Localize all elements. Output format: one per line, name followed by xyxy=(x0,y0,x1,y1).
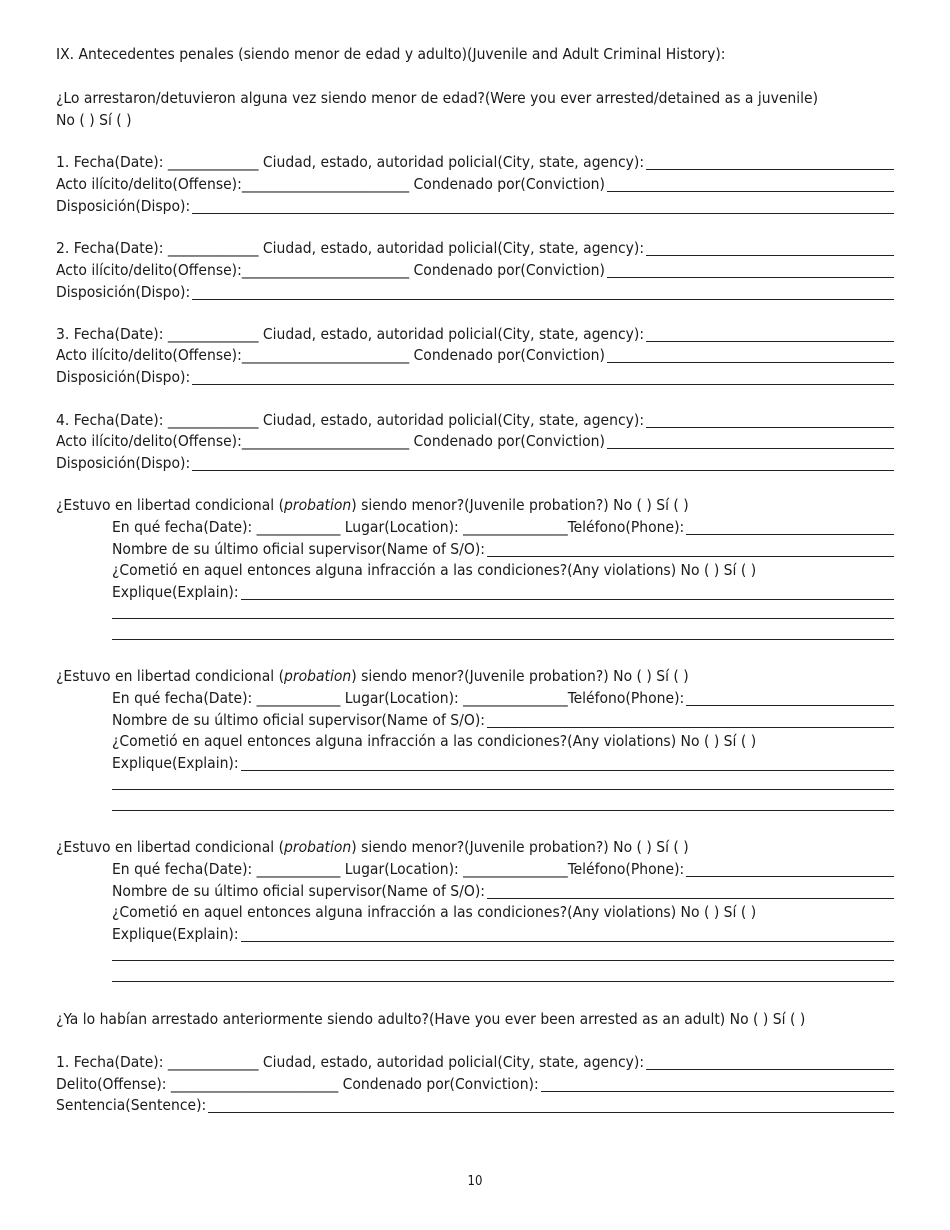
juvenile-record-4-dispo[interactable]: Disposición(Dispo): xyxy=(56,449,894,471)
juvenile-record-2-offense[interactable]: Acto ilícito/delito(Offense):________________________ Condenado por(Conviction) xyxy=(56,256,894,278)
juvenile-record-2-dispo[interactable]: Disposición(Dispo): xyxy=(56,278,894,300)
juvenile-arrest-question: ¿Lo arrestaron/detuvieron alguna vez siendo menor de edad?(Were you ever arrested/detained as a juvenile) xyxy=(56,88,819,107)
agency-field[interactable] xyxy=(646,154,894,170)
probation-3-explain[interactable]: Explique(Explain): xyxy=(112,920,894,942)
probation-2-question[interactable]: ¿Estuvo en libertad condicional ( probation ) siendo menor?(Juvenile probation?) No ( ) Sí ( ) xyxy=(56,666,689,685)
agency-field[interactable] xyxy=(646,1054,894,1070)
probation-3-violations[interactable]: ¿Cometió en aquel entonces alguna infracción a las condiciones?(Any violations) No ( ) Sí ( ) xyxy=(112,902,757,921)
dispo-field[interactable] xyxy=(192,284,894,300)
probation-1-explain[interactable]: Explique(Explain): xyxy=(112,578,894,600)
conviction-field[interactable] xyxy=(607,176,894,192)
explain-blank-line[interactable] xyxy=(112,960,894,961)
explain-blank-line[interactable] xyxy=(112,810,894,811)
conviction-field[interactable] xyxy=(607,262,894,278)
explain-blank-line[interactable] xyxy=(112,981,894,982)
agency-field[interactable] xyxy=(646,240,894,256)
probation-3-date[interactable]: En qué fecha(Date): ____________ Lugar(Location): _______________Teléfono(Phone): xyxy=(112,855,894,877)
officer-name-field[interactable] xyxy=(487,541,894,557)
probation-2-explain[interactable]: Explique(Explain): xyxy=(112,749,894,771)
adult-record-1-sentence[interactable]: Sentencia(Sentence): xyxy=(56,1091,894,1113)
juvenile-record-2-date[interactable]: 2. Fecha(Date): _____________ Ciudad, estado, autoridad policial(City, state, agency): xyxy=(56,234,894,256)
explain-field[interactable] xyxy=(241,584,894,600)
agency-field[interactable] xyxy=(646,326,894,342)
dispo-field[interactable] xyxy=(192,455,894,471)
officer-name-field[interactable] xyxy=(487,883,894,899)
probation-1-officer[interactable]: Nombre de su último oficial supervisor(Name of S/O): xyxy=(112,535,894,557)
juvenile-record-3-offense[interactable]: Acto ilícito/delito(Offense):________________________ Condenado por(Conviction) xyxy=(56,341,894,363)
dispo-field[interactable] xyxy=(192,198,894,214)
phone-field[interactable] xyxy=(686,690,894,706)
juvenile-record-1-offense[interactable]: Acto ilícito/delito(Offense):________________________ Condenado por(Conviction) xyxy=(56,170,894,192)
probation-1-date[interactable]: En qué fecha(Date): ____________ Lugar(Location): _______________Teléfono(Phone): xyxy=(112,513,894,535)
adult-arrest-question[interactable]: ¿Ya lo habían arrestado anteriormente siendo adulto?(Have you ever been arrested as an adult) No ( ) Sí ( ) xyxy=(56,1009,806,1028)
explain-blank-line[interactable] xyxy=(112,789,894,790)
dispo-field[interactable] xyxy=(192,369,894,385)
phone-field[interactable] xyxy=(686,861,894,877)
probation-2-date[interactable]: En qué fecha(Date): ____________ Lugar(Location): _______________Teléfono(Phone): xyxy=(112,684,894,706)
adult-record-1-date[interactable]: 1. Fecha(Date): _____________ Ciudad, estado, autoridad policial(City, state, agency): xyxy=(56,1048,894,1070)
explain-blank-line[interactable] xyxy=(112,618,894,619)
juvenile-record-1-dispo[interactable]: Disposición(Dispo): xyxy=(56,192,894,214)
probation-2-officer[interactable]: Nombre de su último oficial supervisor(Name of S/O): xyxy=(112,706,894,728)
section-title: IX. Antecedentes penales (siendo menor de edad y adulto)(Juvenile and Adult Criminal History): xyxy=(56,44,726,63)
adult-record-1-offense[interactable]: Delito(Offense): ________________________ Condenado por(Conviction): xyxy=(56,1070,894,1092)
explain-field[interactable] xyxy=(241,926,894,942)
form-page xyxy=(56,0,894,1230)
probation-3-officer[interactable]: Nombre de su último oficial supervisor(Name of S/O): xyxy=(112,877,894,899)
juvenile-arrest-answer[interactable]: No ( ) Sí ( ) xyxy=(56,110,132,129)
juvenile-record-3-dispo[interactable]: Disposición(Dispo): xyxy=(56,363,894,385)
conviction-field[interactable] xyxy=(607,347,894,363)
probation-1-violations[interactable]: ¿Cometió en aquel entonces alguna infracción a las condiciones?(Any violations) No ( ) Sí ( ) xyxy=(112,560,757,579)
juvenile-record-4-date[interactable]: 4. Fecha(Date): _____________ Ciudad, estado, autoridad policial(City, state, agency): xyxy=(56,406,894,428)
explain-blank-line[interactable] xyxy=(112,639,894,640)
juvenile-record-4-offense[interactable]: Acto ilícito/delito(Offense):________________________ Condenado por(Conviction) xyxy=(56,427,894,449)
probation-2-violations[interactable]: ¿Cometió en aquel entonces alguna infracción a las condiciones?(Any violations) No ( ) Sí ( ) xyxy=(112,731,757,750)
juvenile-record-3-date[interactable]: 3. Fecha(Date): _____________ Ciudad, estado, autoridad policial(City, state, agency): xyxy=(56,320,894,342)
officer-name-field[interactable] xyxy=(487,712,894,728)
juvenile-record-1-date[interactable]: 1. Fecha(Date): _____________ Ciudad, estado, autoridad policial(City, state, agency): xyxy=(56,148,894,170)
probation-3-question[interactable]: ¿Estuvo en libertad condicional ( probation ) siendo menor?(Juvenile probation?) No ( ) Sí ( ) xyxy=(56,837,689,856)
agency-field[interactable] xyxy=(646,412,894,428)
page-number: 10 xyxy=(467,1174,483,1189)
conviction-field[interactable] xyxy=(541,1076,894,1092)
conviction-field[interactable] xyxy=(607,433,894,449)
sentence-field[interactable] xyxy=(208,1097,894,1113)
probation-1-question[interactable]: ¿Estuvo en libertad condicional ( probation ) siendo menor?(Juvenile probation?) No ( ) Sí ( ) xyxy=(56,495,689,514)
phone-field[interactable] xyxy=(686,519,894,535)
explain-field[interactable] xyxy=(241,755,894,771)
